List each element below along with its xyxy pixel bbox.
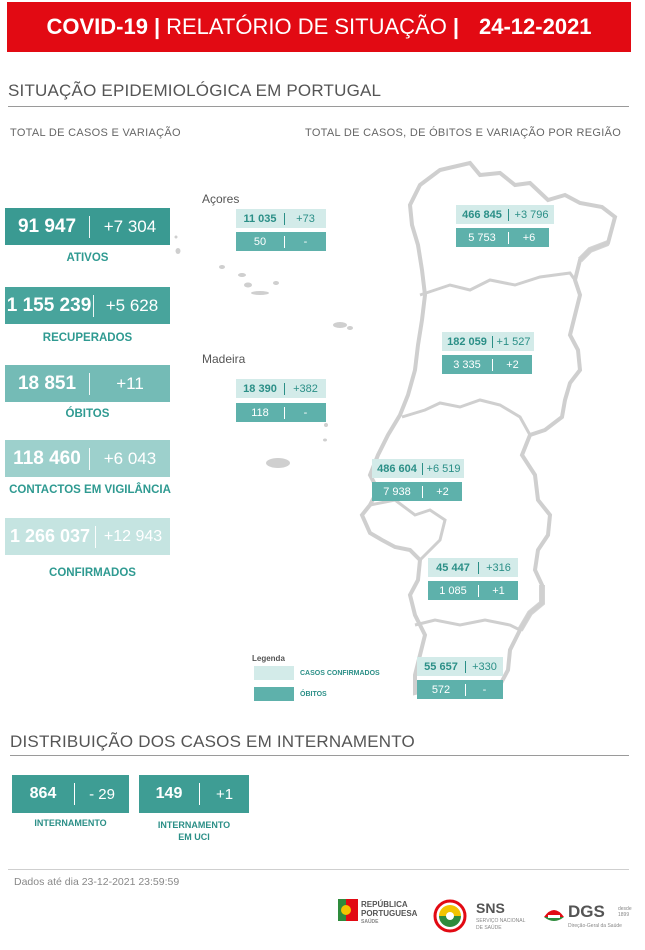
acores-cases-variation: +73 bbox=[296, 212, 315, 225]
legend-title: Legenda bbox=[252, 654, 285, 663]
kpi-active-box bbox=[5, 208, 170, 245]
sns-logo-icon bbox=[433, 899, 467, 933]
lvt-cases-box bbox=[372, 459, 464, 478]
logo-sns-text: SNS bbox=[476, 900, 505, 916]
acores-deaths-variation: - bbox=[303, 235, 308, 248]
centro-deaths: 3 335 bbox=[453, 358, 481, 371]
kpi-deaths-label: ÓBITOS bbox=[65, 408, 110, 420]
header-title-covid: COVID-19 bbox=[46, 14, 148, 39]
region-name-acores: Açores bbox=[202, 192, 240, 206]
logo-rp-line3: SAÚDE bbox=[361, 919, 379, 925]
madeira-cases: 18 390 bbox=[243, 382, 277, 395]
legend-label-confirmed: CASOS CONFIRMADOS bbox=[300, 670, 380, 677]
kpi-deaths-box bbox=[5, 365, 170, 402]
alentejo-deaths-box bbox=[428, 581, 518, 600]
kpi-deaths-value: 18 851 bbox=[17, 372, 77, 394]
legend-swatch-deaths bbox=[254, 687, 294, 701]
hospital-icu-box bbox=[139, 775, 249, 813]
norte-cases-variation: +3 796 bbox=[514, 208, 549, 221]
lvt-deaths-box bbox=[372, 482, 462, 501]
norte-cases-box bbox=[456, 205, 554, 224]
norte-deaths-variation: +6 bbox=[522, 231, 536, 244]
algarve-deaths-box bbox=[417, 680, 503, 699]
logo-sns-sub2: DE SAÚDE bbox=[476, 925, 502, 931]
hospital-ward-variation: - 29 bbox=[89, 785, 115, 803]
hospital-section-rule bbox=[10, 755, 629, 756]
logo-dgs-text: DGS bbox=[568, 902, 605, 921]
acores-deaths: 50 bbox=[253, 235, 267, 248]
alentejo-cases-box bbox=[428, 558, 518, 577]
centro-cases-variation: +1 527 bbox=[496, 335, 531, 348]
header-title-report: RELATÓRIO DE SITUAÇÃO bbox=[166, 14, 447, 39]
hospital-icu-label-line1: INTERNAMENTO bbox=[157, 820, 231, 830]
hospital-ward-value: 864 bbox=[29, 785, 57, 802]
republica-portuguesa-emblem-icon bbox=[338, 899, 358, 921]
hospital-icu-variation: +1 bbox=[215, 785, 234, 803]
norte-cases: 466 845 bbox=[462, 208, 502, 221]
hospital-icu-value: 149 bbox=[155, 785, 183, 802]
lvt-cases: 486 604 bbox=[377, 462, 417, 475]
kpi-deaths-variation: +11 bbox=[116, 373, 144, 393]
kpi-confirmed-box bbox=[5, 518, 170, 555]
kpi-recovered-variation: +5 628 bbox=[105, 295, 159, 315]
madeira-deaths: 118 bbox=[251, 406, 269, 419]
alentejo-deaths: 1 085 bbox=[439, 584, 467, 597]
acores-cases: 11 035 bbox=[243, 212, 277, 225]
epi-section-title: SITUAÇÃO EPIDEMIOLÓGICA EM PORTUGAL bbox=[8, 81, 382, 100]
algarve-cases-variation: +330 bbox=[472, 660, 497, 673]
epi-subtitle-left: TOTAL DE CASOS E VARIAÇÃO bbox=[10, 127, 181, 139]
lvt-cases-variation: +6 519 bbox=[426, 462, 461, 475]
kpi-surveillance-value: 118 460 bbox=[13, 447, 81, 469]
kpi-active-label: ATIVOS bbox=[66, 252, 109, 264]
centro-deaths-variation: +2 bbox=[506, 358, 519, 371]
epi-subtitle-right: TOTAL DE CASOS, DE ÓBITOS E VARIAÇÃO POR REGIÃO bbox=[305, 127, 622, 139]
norte-deaths: 5 753 bbox=[468, 231, 496, 244]
logo-sns-sub1: SERVIÇO NACIONAL bbox=[476, 918, 526, 924]
dgs-logo-icon bbox=[542, 903, 566, 925]
hospital-ward-label-line: INTERNAMENTO bbox=[34, 818, 107, 828]
logo-dgs-since-1: desde bbox=[618, 906, 632, 912]
hospital-ward-label bbox=[12, 817, 129, 829]
acores-deaths-box bbox=[236, 232, 326, 251]
header-separator: | bbox=[153, 14, 161, 39]
kpi-recovered-box bbox=[5, 287, 170, 324]
kpi-active-variation: +7 304 bbox=[103, 216, 157, 236]
alentejo-deaths-variation: +1 bbox=[492, 584, 505, 597]
kpi-confirmed-value: 1 266 037 bbox=[9, 526, 91, 546]
centro-deaths-box bbox=[442, 355, 532, 374]
madeira-cases-variation: +382 bbox=[293, 382, 318, 395]
lvt-deaths-variation: +2 bbox=[436, 485, 449, 498]
kpi-active-value: 91 947 bbox=[17, 215, 77, 237]
kpi-confirmed-variation: +12 943 bbox=[103, 527, 163, 545]
hospital-section-title: DISTRIBUIÇÃO DOS CASOS EM INTERNAMENTO bbox=[10, 732, 415, 751]
centro-cases-box bbox=[442, 332, 534, 351]
madeira-deaths-variation: - bbox=[303, 406, 308, 419]
lvt-deaths: 7 938 bbox=[383, 485, 411, 498]
hospital-icu-label bbox=[139, 819, 249, 843]
epi-section-rule bbox=[8, 106, 629, 107]
algarve-cases-box bbox=[417, 657, 503, 676]
kpi-confirmed-label: CONFIRMADOS bbox=[49, 567, 136, 579]
logo-dgs-sub: Direção-Geral da Saúde bbox=[568, 923, 622, 929]
kpi-surveillance-variation: +6 043 bbox=[103, 448, 157, 468]
hospital-icu-label-line2: EM UCI bbox=[178, 832, 210, 842]
kpi-surveillance-box bbox=[5, 440, 170, 477]
logo-rp-line2: PORTUGUESA bbox=[361, 909, 418, 918]
centro-cases: 182 059 bbox=[447, 335, 487, 348]
madeira-cases-box bbox=[236, 379, 326, 398]
norte-deaths-box bbox=[456, 228, 549, 247]
region-name-madeira: Madeira bbox=[202, 352, 246, 366]
report-header bbox=[7, 2, 631, 52]
legend-swatch-confirmed bbox=[254, 666, 294, 680]
logo-rp-line1: REPÚBLICA bbox=[361, 900, 408, 909]
footer-rule bbox=[8, 869, 629, 870]
kpi-recovered-value: 1 155 239 bbox=[6, 294, 92, 316]
kpi-recovered-label: RECUPERADOS bbox=[42, 332, 133, 344]
logo-republica-portuguesa bbox=[361, 900, 417, 927]
acores-cases-box bbox=[236, 209, 326, 228]
legend-label-deaths: ÓBITOS bbox=[300, 691, 327, 698]
algarve-deaths-variation: - bbox=[482, 683, 487, 696]
header-date: 24-12-2021 bbox=[479, 14, 592, 39]
alentejo-cases: 45 447 bbox=[436, 561, 470, 574]
header-separator: | bbox=[452, 14, 459, 39]
madeira-deaths-box bbox=[236, 403, 326, 422]
logo-dgs-since-2: 1899 bbox=[618, 912, 630, 918]
algarve-cases: 55 657 bbox=[424, 660, 458, 673]
hospital-ward-box bbox=[12, 775, 129, 813]
kpi-surveillance-label: CONTACTOS EM VIGILÂNCIA bbox=[9, 484, 171, 496]
data-timestamp-note: Dados até dia 23-12-2021 23:59:59 bbox=[14, 876, 180, 888]
algarve-deaths: 572 bbox=[431, 683, 451, 696]
alentejo-cases-variation: +316 bbox=[486, 561, 511, 574]
